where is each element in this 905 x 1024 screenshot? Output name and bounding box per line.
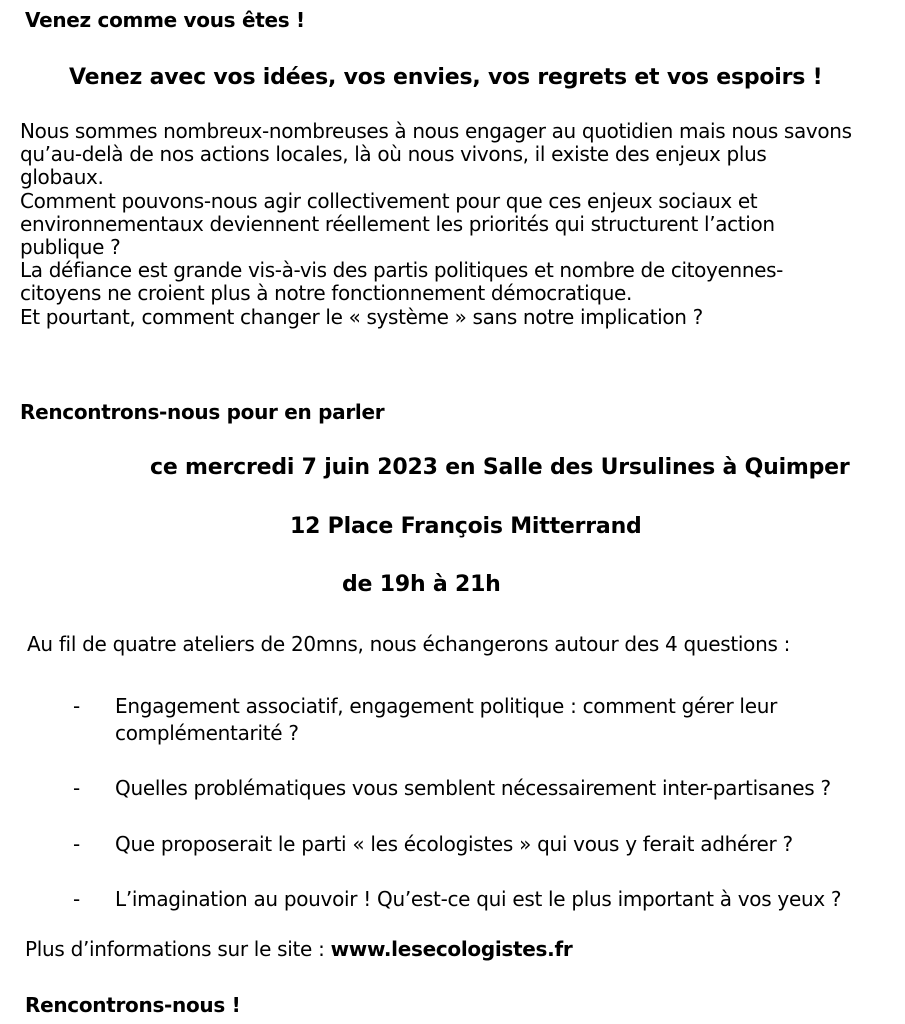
intro-line: citoyens ne croient plus à notre fonctionnement démocratique. — [20, 281, 633, 306]
question-3: Que proposerait le parti « les écologistes » qui vous y ferait adhérer ? — [115, 832, 793, 856]
intro-line: Nous sommes nombreux-nombreuses à nous engager au quotidien mais nous savons — [20, 119, 852, 143]
bullet-dash: - — [73, 887, 81, 911]
intro-line: Comment pouvons-nous agir collectivement pour que ces enjeux sociaux et — [20, 188, 758, 213]
intro-line: globaux. — [20, 165, 104, 190]
question-2: Quelles problématiques vous semblent nécessairement inter-partisanes ? — [115, 776, 831, 800]
question-4: L’imagination au pouvoir ! Qu’est-ce qui est le plus important à vos yeux ? — [115, 887, 842, 911]
intro-line: Et pourtant, comment changer le « système » sans notre implication ? — [20, 304, 703, 329]
heading-come-with-ideas: Venez avec vos idées, vos envies, vos regrets et vos espoirs ! — [69, 65, 823, 90]
intro-line: environnementaux deviennent réellement les priorités qui structurent l’action — [20, 211, 775, 236]
intro-paragraph — [20, 120, 900, 329]
website-link[interactable]: www.lesecologistes.fr — [330, 937, 573, 961]
info-text: Plus d’informations sur le site : — [25, 937, 331, 961]
info-line — [25, 936, 572, 962]
meet-heading: Rencontrons-nous pour en parler — [20, 400, 385, 424]
bullet-dash: - — [73, 694, 81, 718]
bullet-dash: - — [73, 832, 81, 856]
question-1-line-2: complémentarité ? — [115, 721, 299, 745]
closing-text: Rencontrons-nous ! — [25, 993, 241, 1017]
intro-line: qu’au-delà de nos actions locales, là où nous vivons, il existe des enjeux plus — [20, 142, 767, 167]
intro-line: publique ? — [20, 235, 121, 260]
event-address: 12 Place François Mitterrand — [290, 514, 642, 539]
intro-line: La défiance est grande vis-à-vis des partis politiques et nombre de citoyennes- — [20, 258, 784, 283]
heading-come-as-you-are: Venez comme vous êtes ! — [25, 8, 305, 32]
question-1-line-1: Engagement associatif, engagement politique : comment gérer leur — [115, 694, 777, 718]
workshops-intro: Au fil de quatre ateliers de 20mns, nous échangerons autour des 4 questions : — [27, 632, 791, 656]
bullet-dash: - — [73, 776, 81, 800]
event-time: de 19h à 21h — [342, 572, 501, 597]
event-date: ce mercredi 7 juin 2023 en Salle des Ursulines à Quimper — [150, 455, 850, 480]
